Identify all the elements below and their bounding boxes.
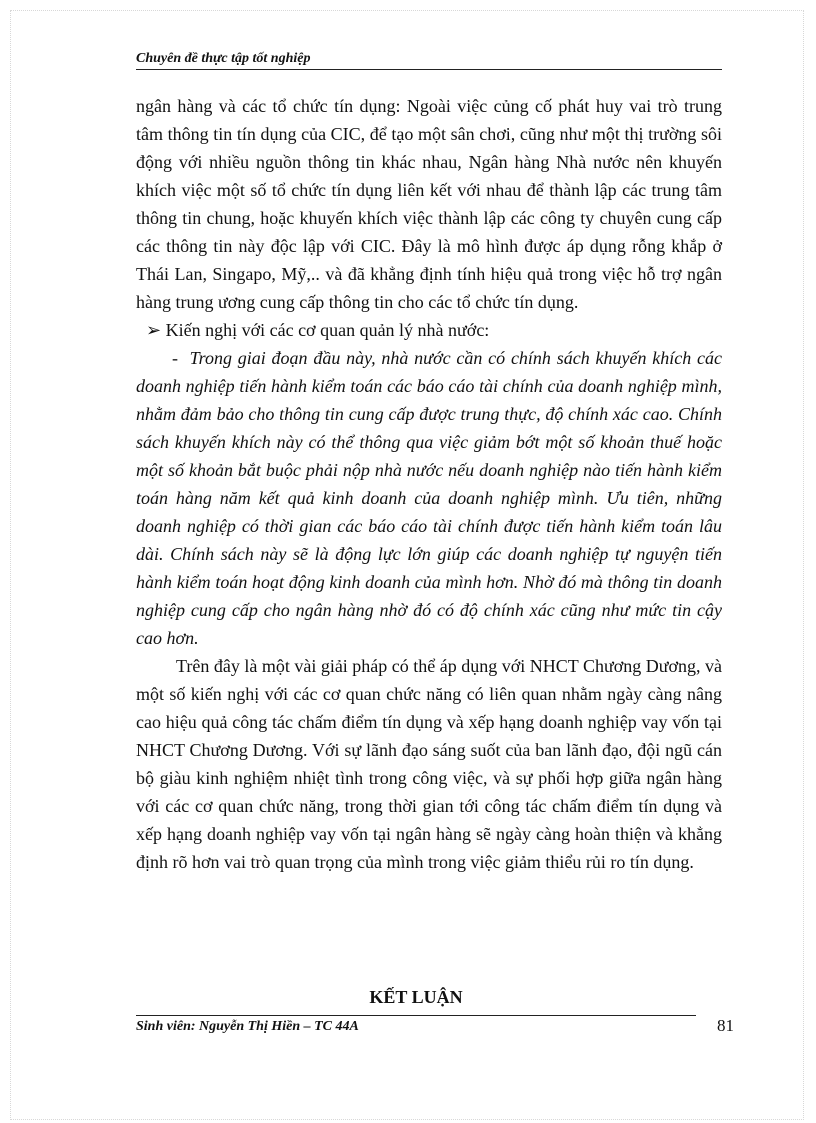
conclusion-heading: KẾT LUẬN [369,987,463,1007]
paragraph-1: ngân hàng và các tổ chức tín dụng: Ngoài việc củng cố phát huy vai trò trung tâm thông tin tín dụng của CIC, để tạo một sân chơi, cũng như một thị trường sôi động với nhiều nguồn thông tin khác nhau, Ngân hàng Nhà nước nên khuyến khích việc một số tổ chức tín dụng liên kết với nhau để thành lập các trung tâm thông tin chung, hoặc khuyến khích việc thành lập các công ty chuyên cung cấp các thông tin này độc lập với CIC. Đây là mô hình được áp dụng rỗng khắp ở Thái Lan, Singapo, Mỹ,.. và đã khẳng định tính hiệu quả trong việc hỗ trợ ngân hàng trung ương cung cấp thông tin cho các tổ chức tín dụng. [136,96,722,312]
paragraph-2-text: Trong giai đoạn đầu này, nhà nước cần có chính sách khuyến khích các doanh nghiệp tiến hành kiểm toán các báo cáo tài chính của doanh nghiệp mình, nhằm đảm bảo cho thông tin cung cấp được trung thực, độ chính xác cao. Chính sách khuyến khích này có thể thông qua việc giảm bớt một số khoản thuế hoặc một số khoản bắt buộc phải nộp nhà nước nếu doanh nghiệp nào tiến hành kiểm toán hàng năm kết quả kinh doanh của doanh nghiệp mình. Ưu tiên, những doanh nghiệp có thời gian các báo cáo tài chính được tiến hành kiểm toán lâu dài. Chính sách này sẽ là động lực lớn giúp các doanh nghiệp tự nguyện tiến hành kiểm toán hoạt động kinh doanh của mình hơn. Nhờ đó mà thông tin doanh nghiệp cung cấp cho ngân hàng nhờ đó có độ chính xác cũng như mức tin cậy cao hơn. [136,348,723,648]
paragraph-2 [136,344,722,652]
bullet-heading-text: Kiến nghị với các cơ quan quản lý nhà nước: [165,320,490,340]
paragraph-3: Trên đây là một vài giải pháp có thể áp dụng với NHCT Chương Dương, và một số kiến nghị với các cơ quan chức năng có liên quan nhằm ngày càng nâng cao hiệu quả công tác chấm điểm tín dụng và xếp hạng doanh nghiệp vay vốn tại NHCT Chương Dương. Với sự lãnh đạo sáng suốt của ban lãnh đạo, đội ngũ cán bộ giàu kinh nghiệm nhiệt tình trong công việc, và sự phối hợp giữa ngân hàng với các cơ quan chức năng, trong thời gian tới công tác chấm điểm tín dụng và xếp hạng doanh nghiệp vay vốn tại ngân hàng sẽ ngày càng hoàn thiện và khẳng định rõ hơn vai trò quan trọng của mình trong việc giảm thiểu rủi ro tín dụng. [136,656,723,872]
arrow-bullet-icon: ➢ [146,320,162,340]
footer-divider [136,1015,696,1016]
header-title: Chuyên đề thực tập tốt nghiệp [136,51,311,66]
document-body [136,92,722,876]
dash-bullet-icon: - [172,348,178,368]
page-header [136,50,722,70]
footer-author: Sinh viên: Nguyễn Thị Hiền – TC 44A [136,1019,359,1034]
bullet-heading [136,316,722,344]
page-number: 81 [717,1016,734,1035]
